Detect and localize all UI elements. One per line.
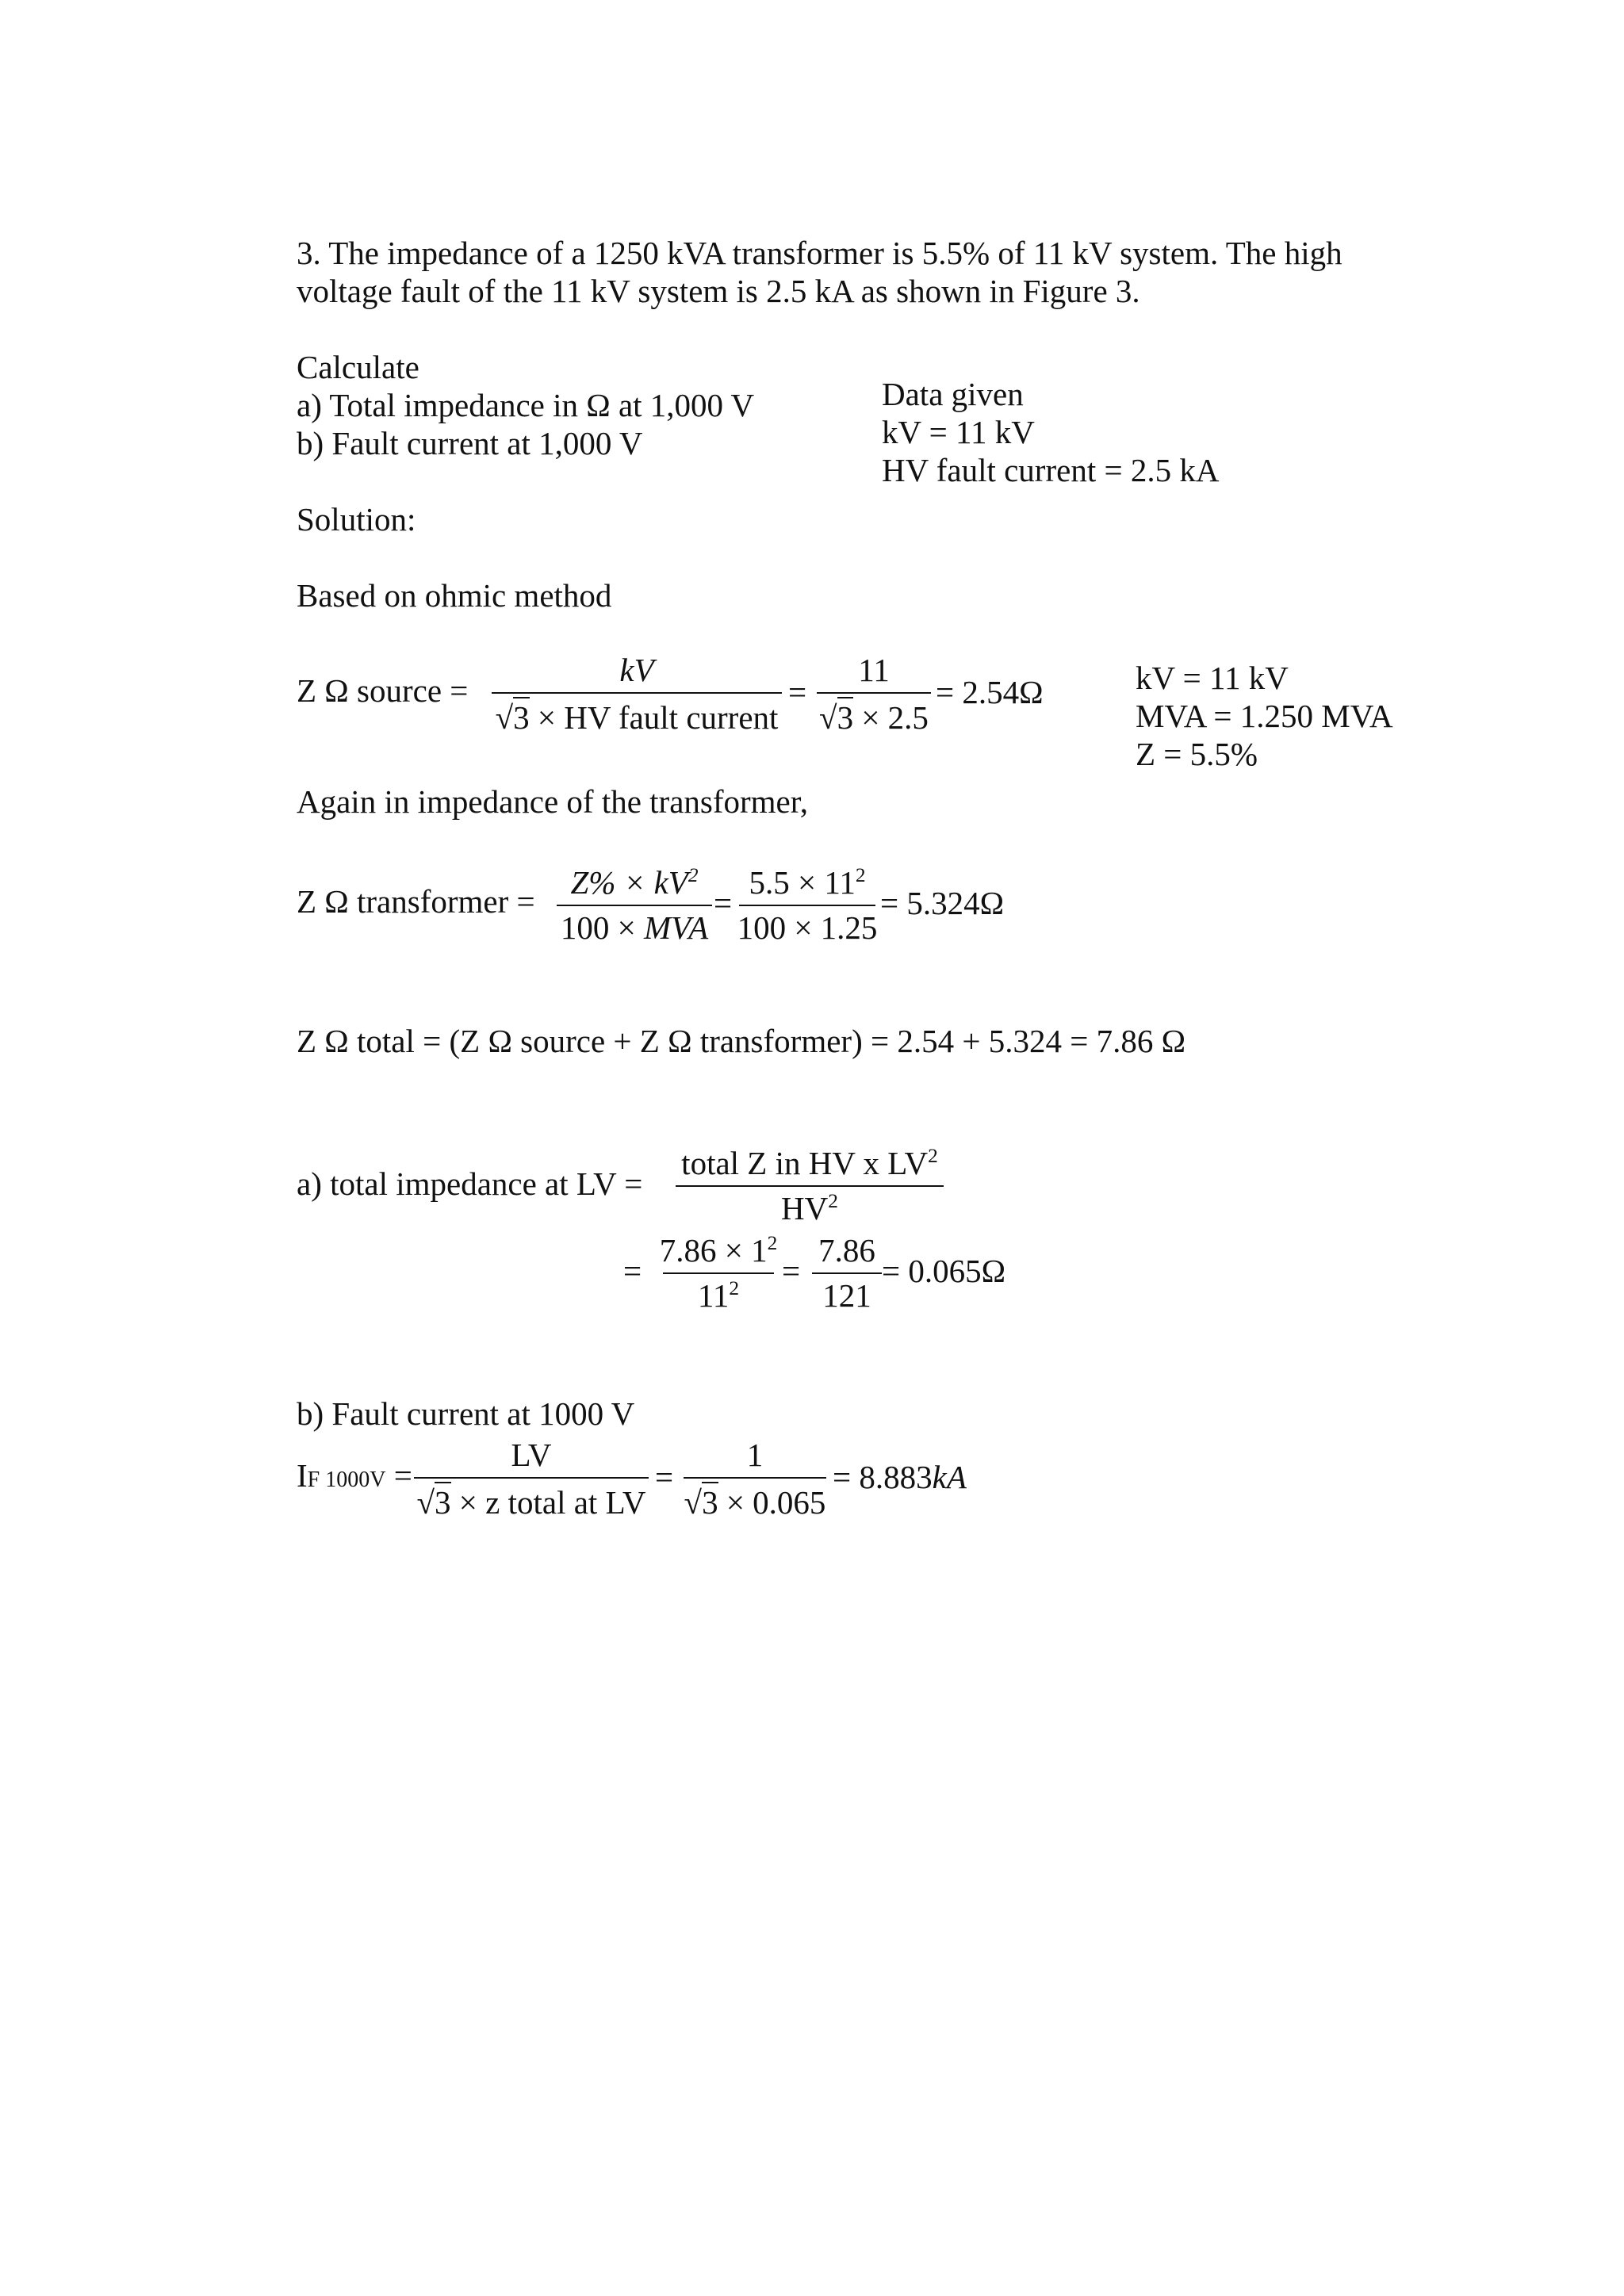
part-a-frac2-numerator: $7.86 \times 1^2$ — [659, 1231, 778, 1269]
calculate-title: Calculate — [297, 349, 419, 385]
part-a-frac1-numerator: total Z in HV x $LV^2$ — [681, 1144, 938, 1181]
source-frac1-numerator: kV — [619, 652, 654, 688]
calculate-item-a: a) Total impedance in Ω at 1,000 V — [297, 387, 755, 423]
data-given-kv: kV = 11 kV — [882, 414, 1035, 450]
part-a-label: a) total impedance at LV = — [297, 1165, 643, 1202]
part-b-frac2-denominator: √3 × 0.065 — [684, 1482, 826, 1521]
part-a-frac3-numerator: 7.86 — [818, 1232, 875, 1269]
source-equals-1: = — [788, 674, 807, 710]
side-note-z: Z = 5.5% — [1136, 736, 1258, 772]
calculate-item-b: b) Fault current at 1,000 V — [297, 425, 643, 461]
part-b-frac1-numerator: LV — [511, 1437, 552, 1473]
part-a-frac2-denominator: $11^2$ — [697, 1276, 740, 1314]
source-frac2-denominator: √3 × 2.5 — [819, 697, 929, 737]
transformer-fraction-1 — [557, 864, 712, 947]
solution-label: Solution: — [297, 501, 416, 538]
transformer-frac2-denominator: 100 × 1.25 — [737, 909, 878, 947]
fraction-bar — [557, 905, 712, 906]
part-a-fraction-2 — [659, 1231, 778, 1314]
part-a-equals-2: = — [782, 1253, 801, 1289]
fraction-bar — [676, 1185, 944, 1187]
transformer-result: = 5.324Ω — [880, 885, 1005, 921]
part-a-fraction-3 — [812, 1232, 882, 1314]
transformer-frac1-numerator: $Z\% \times kV^2$ — [570, 863, 699, 901]
part-b-result: = 8.883kA — [833, 1459, 967, 1495]
side-note-kv: kV = 11 kV — [1136, 660, 1289, 696]
fault-current-symbol: IF 1000V = — [297, 1457, 412, 1494]
problem-line-1: 3. The impedance of a 1250 kVA transformer is 5.5% of 11 kV system. The high — [297, 235, 1342, 271]
fraction-bar — [739, 905, 875, 906]
part-a-result: = 0.065Ω — [882, 1253, 1006, 1289]
part-a-equals: = — [623, 1253, 642, 1289]
source-fraction-2 — [817, 652, 931, 737]
transformer-label: Z Ω transformer = — [297, 883, 535, 920]
data-given-title: Data given — [882, 376, 1024, 412]
fraction-bar — [414, 1477, 649, 1479]
source-fraction-1 — [492, 652, 782, 737]
again-label: Again in impedance of the transformer, — [297, 783, 809, 820]
source-result: = 2.54Ω — [936, 674, 1044, 710]
transformer-fraction-2 — [737, 863, 878, 947]
sqrt-icon: √ — [684, 1484, 703, 1521]
part-a-frac1-denominator: $HV^2$ — [781, 1189, 838, 1227]
part-b-fraction-1 — [414, 1437, 649, 1521]
total-impedance-line: Z Ω total = (Z Ω source + Z Ω transformer) = 2.54 + 5.324 = 7.86 Ω — [297, 1023, 1186, 1059]
transformer-equals-1: = — [714, 885, 733, 921]
transformer-frac2-numerator: $5.5 \times 11^2$ — [749, 863, 866, 901]
part-a-fraction-1 — [676, 1145, 944, 1227]
transformer-frac1-denominator: 100 × MVA — [560, 909, 709, 947]
part-b-label: b) Fault current at 1000 V — [297, 1395, 635, 1432]
part-b-frac1-denominator: √3 × z total at LV — [417, 1482, 646, 1521]
source-frac1-denominator: √3 × HV fault current — [496, 697, 779, 737]
sqrt-icon: √ — [416, 1484, 435, 1521]
problem-line-2: voltage fault of the 11 kV system is 2.5 kA as shown in Figure 3. — [297, 273, 1140, 309]
sqrt-icon: √ — [495, 699, 514, 737]
part-a-frac3-denominator: 121 — [822, 1277, 871, 1314]
method-label: Based on ohmic method — [297, 577, 612, 614]
fraction-bar — [492, 692, 782, 694]
part-b-fraction-2 — [684, 1437, 826, 1521]
part-b-frac2-numerator: 1 — [746, 1437, 764, 1473]
source-label: Z Ω source = — [297, 672, 469, 709]
sqrt-icon: √ — [819, 699, 837, 737]
fraction-bar — [817, 692, 931, 694]
part-b-equals-1: = — [655, 1459, 674, 1495]
data-given-hv-fault: HV fault current = 2.5 kA — [882, 452, 1220, 488]
fraction-bar — [812, 1272, 882, 1274]
source-frac2-numerator: 11 — [858, 652, 890, 688]
fraction-bar — [663, 1272, 774, 1274]
side-note-mva: MVA = 1.250 MVA — [1136, 698, 1393, 734]
fraction-bar — [684, 1477, 826, 1479]
